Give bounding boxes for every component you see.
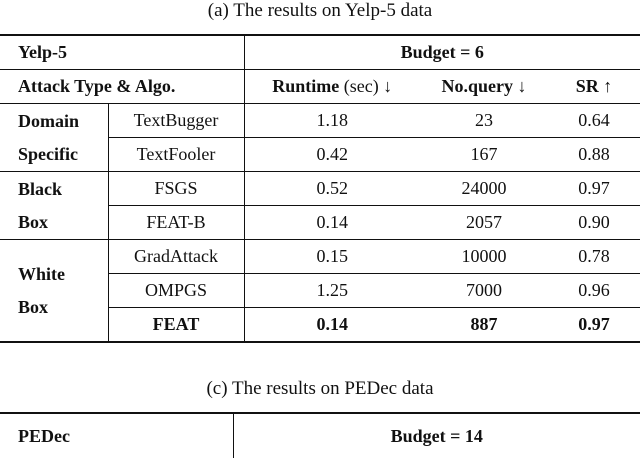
- sr-cell: 0.64: [548, 104, 640, 138]
- runtime-header-label: Runtime: [272, 76, 340, 96]
- algo-cell: TextBugger: [108, 104, 244, 138]
- query-cell: 2057: [420, 206, 548, 240]
- query-cell: 887: [420, 308, 548, 343]
- query-cell: 167: [420, 138, 548, 172]
- sr-header: SR ↑: [548, 70, 640, 104]
- runtime-cell: 0.14: [244, 206, 420, 240]
- runtime-cell: 0.14: [244, 308, 420, 343]
- query-cell: 7000: [420, 274, 548, 308]
- table-header-row-dataset: [0, 413, 640, 458]
- group-label-domain-specific: Domain Specific: [0, 104, 108, 172]
- runtime-cell: 1.18: [244, 104, 420, 138]
- budget-label: Budget = 6: [400, 42, 484, 62]
- query-cell: 24000: [420, 172, 548, 206]
- query-cell: 23: [420, 104, 548, 138]
- algo-cell: TextFooler: [108, 138, 244, 172]
- results-table-yelp5: [0, 34, 640, 343]
- caption-yelp5: (a) The results on Yelp-5 data: [207, 0, 433, 21]
- runtime-cell: 0.52: [244, 172, 420, 206]
- runtime-header: [244, 70, 420, 104]
- group-label-white-box: White Box: [0, 240, 108, 343]
- table-row: [0, 172, 640, 206]
- sr-cell: 0.97: [548, 308, 640, 343]
- sr-cell: 0.97: [548, 172, 640, 206]
- algo-cell: FEAT-B: [108, 206, 244, 240]
- query-cell: 10000: [420, 240, 548, 274]
- dataset-name: Yelp-5: [0, 35, 244, 70]
- algo-cell: FEAT: [108, 308, 244, 343]
- group-label-black-box: Black Box: [0, 172, 108, 240]
- algo-cell: OMPGS: [108, 274, 244, 308]
- query-header: No.query ↓: [420, 70, 548, 104]
- table-row: [0, 240, 640, 274]
- runtime-header-unit: (sec) ↓: [339, 76, 393, 96]
- runtime-cell: 0.42: [244, 138, 420, 172]
- sr-cell: 0.88: [548, 138, 640, 172]
- caption-pedec: (c) The results on PEDec data: [206, 378, 434, 399]
- table-header-row-columns: [0, 70, 640, 104]
- table-row: [0, 104, 640, 138]
- algo-cell: FSGS: [108, 172, 244, 206]
- dataset-name: PEDec: [0, 413, 233, 458]
- sr-cell: 0.90: [548, 206, 640, 240]
- table-header-row-dataset: [0, 35, 640, 70]
- budget-label: Budget = 14: [390, 425, 483, 446]
- attack-type-header: Attack Type & Algo.: [0, 70, 244, 104]
- sr-cell: 0.78: [548, 240, 640, 274]
- sr-cell: 0.96: [548, 274, 640, 308]
- algo-cell: GradAttack: [108, 240, 244, 274]
- runtime-cell: 0.15: [244, 240, 420, 274]
- runtime-cell: 1.25: [244, 274, 420, 308]
- results-table-pedec: [0, 412, 640, 458]
